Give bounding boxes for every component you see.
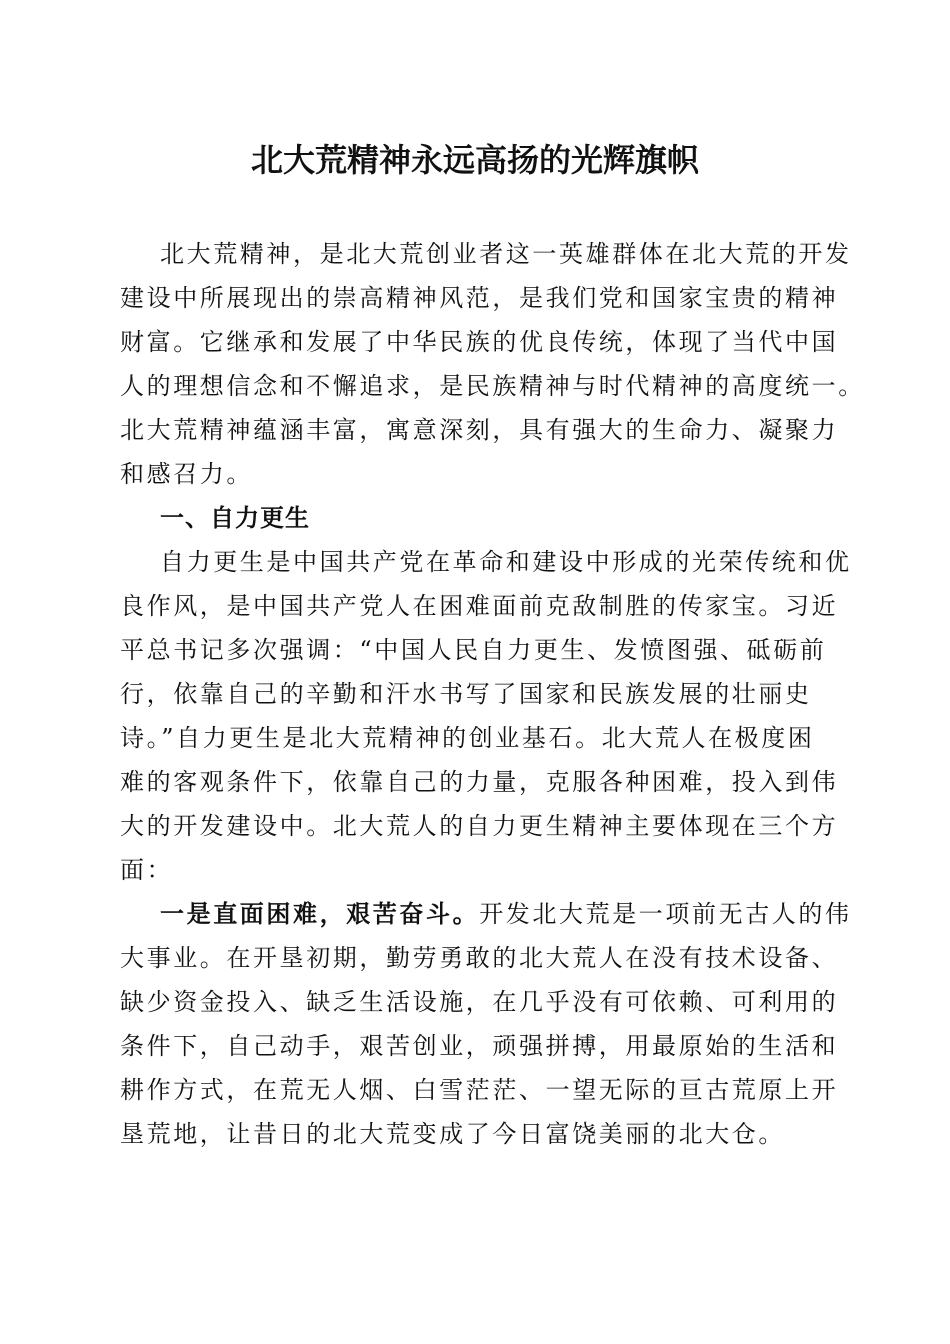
paragraph-3-line: 耕作方式，在荒无人烟、白雪茫茫、一望无际的亘古荒原上开 [120, 1076, 839, 1104]
section-heading: 一、自力更生 [160, 504, 310, 532]
paragraph-2-line: 难的客观条件下，依靠自己的力量，克服各种困难，投入到伟 [120, 768, 839, 796]
document-title: 北大荒精神永远高扬的光辉旗帜 [250, 141, 699, 179]
paragraph-3-lead: 一是直面困难，艰苦奋斗。 [160, 899, 480, 928]
paragraph-3-line: 垦荒地，让昔日的北大荒变成了今日富饶美丽的北大仓。 [120, 1120, 785, 1148]
paragraph-3-first-rest: 开发北大荒是一项前无古人的伟 [479, 900, 852, 928]
paragraph-2-line: 诗。”自力更生是北大荒精神的创业基石。北大荒人在极度困 [120, 724, 815, 752]
paragraph-3-line: 条件下，自己动手，艰苦创业，顽强拼搏，用最原始的生活和 [120, 1032, 839, 1060]
paragraph-1-line: 建设中所展现出的崇高精神风范，是我们党和国家宝贵的精神 [120, 284, 839, 312]
paragraph-2-line: 大的开发建设中。北大荒人的自力更生精神主要体现在三个方 [120, 812, 839, 840]
document-body [120, 232, 865, 1156]
paragraph-1-line: 财富。它继承和发展了中华民族的优良传统，体现了当代中国 [120, 328, 839, 356]
paragraph-1-line: 和感召力。 [120, 460, 253, 488]
paragraph-2-line: 良作风，是中国共产党人在困难面前克敌制胜的传家宝。习近 [120, 592, 839, 620]
paragraph-3-first-line [120, 892, 852, 936]
paragraph-3-line: 缺少资金投入、缺乏生活设施，在几乎没有可依赖、可利用的 [120, 988, 839, 1016]
paragraph-2-line: 平总书记多次强调：“中国人民自力更生、发愤图强、砥砺前 [120, 636, 827, 664]
paragraph-2-line: 面： [120, 856, 174, 884]
paragraph-1-line: 北大荒精神，是北大荒创业者这一英雄群体在北大荒的开发 [160, 240, 852, 268]
paragraph-1-line: 人的理想信念和不懈追求，是民族精神与时代精神的高度统一。 [120, 372, 865, 400]
paragraph-2-line: 自力更生是中国共产党在革命和建设中形成的光荣传统和优 [160, 548, 852, 576]
paragraph-1-line: 北大荒精神蕴涵丰富，寓意深刻，具有强大的生命力、凝聚力 [120, 416, 839, 444]
paragraph-3-line: 大事业。在开垦初期，勤劳勇敢的北大荒人在没有技术设备、 [120, 944, 839, 972]
paragraph-2-line: 行，依靠自己的辛勤和汗水书写了国家和民族发展的壮丽史 [120, 680, 812, 708]
